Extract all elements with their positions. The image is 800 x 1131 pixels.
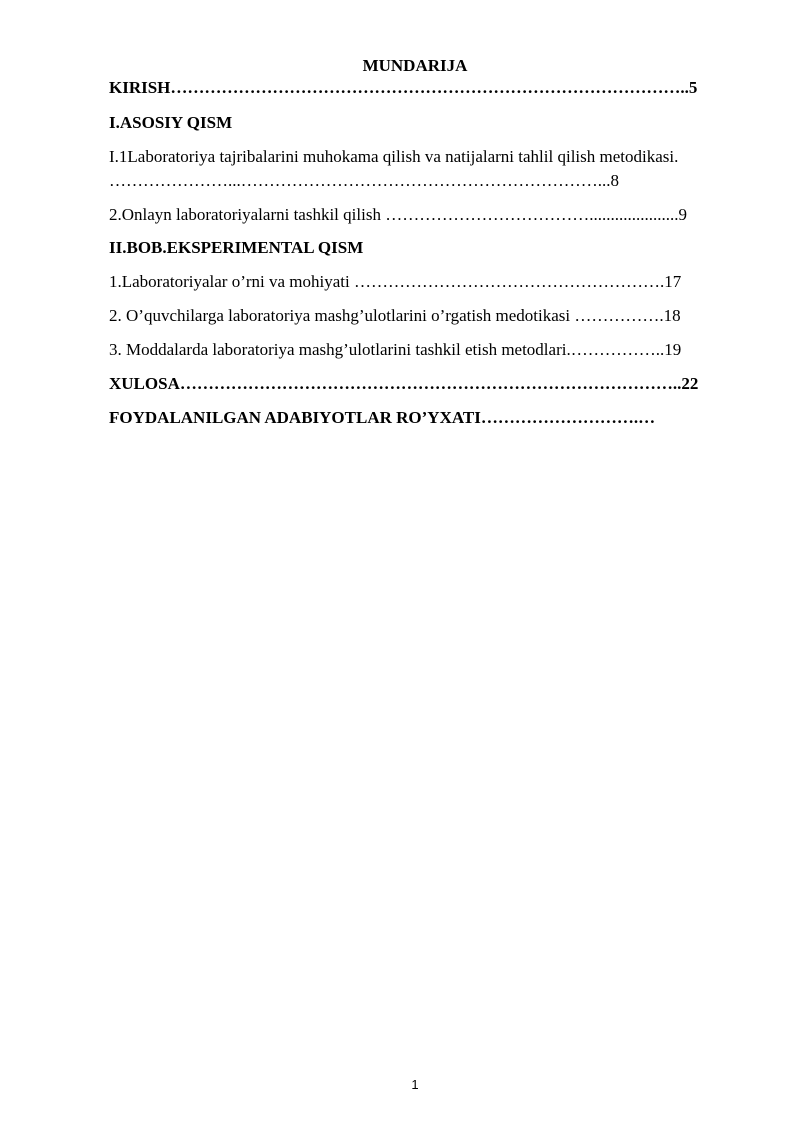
toc-heading-eksperimental-qism: II.BOB.EKSPERIMENTAL QISM [109,238,364,257]
toc-entry-ii-3: 3. Moddalarda laboratoriya mashg’ulotlarini tashkil etish metodlari.……………..19 [109,340,682,359]
toc-entry-2: 2.Onlayn laboratoriyalarni tashkil qilish ……………………………….....................9 [109,205,687,224]
toc-entry-1-1-leader: …………………...………………………………………………………...8 [109,171,619,190]
toc-entry-ii-2: 2. O’quvchilarga laboratoriya mashg’ulotlarini o’rgatish medotikasi …………….18 [109,306,681,325]
toc-entry-kirish: KIRISH………………………………………………………………………………..5 [109,78,698,97]
page-title: MUNDARIJA [362,56,468,75]
toc-entry-ii-1: 1.Laboratoriyalar o’rni va mohiyati ……………………………………………….17 [109,272,682,291]
toc-entry-adabiyotlar: FOYDALANILGAN ADABIYOTLAR RO’YXATI……………………….… [109,408,656,427]
toc-entry-xulosa: XULOSA……………………………………………………………………………..22 [109,374,699,393]
page-number: 1 [411,1077,419,1092]
toc-entry-1-1: I.1Laboratoriya tajribalarini muhokama qilish va natijalarni tahlil qilish metodikasi. [109,147,679,166]
toc-heading-asosiy-qism: I.ASOSIY QISM [109,113,233,132]
